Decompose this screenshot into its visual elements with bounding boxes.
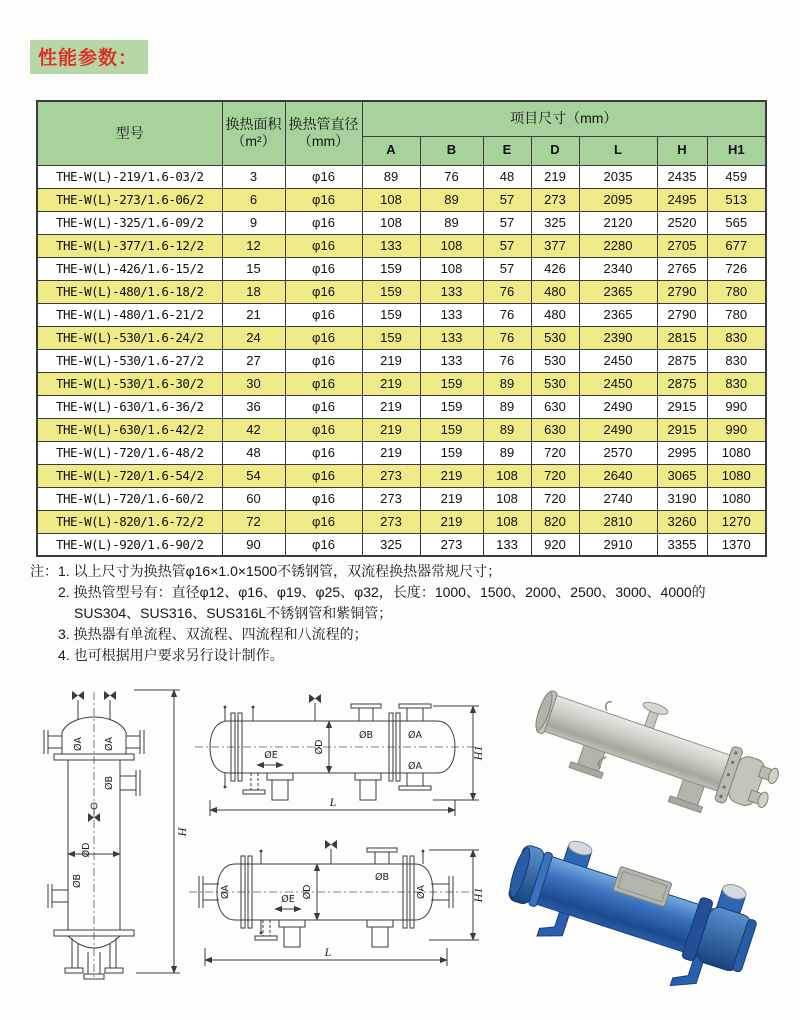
value-cell: 426 (531, 257, 579, 280)
dim-label-d: ØD (302, 884, 313, 900)
value-cell: 2390 (579, 326, 657, 349)
value-cell: 9 (222, 211, 285, 234)
table-row (37, 533, 766, 556)
value-cell: 76 (483, 303, 531, 326)
value-cell: 108 (483, 510, 531, 533)
value-cell: φ16 (285, 372, 362, 395)
value-cell: φ16 (285, 165, 362, 188)
value-cell: 530 (531, 372, 579, 395)
value-cell: 108 (483, 487, 531, 510)
value-cell: 377 (531, 234, 579, 257)
model-cell: THE-W(L)-820/1.6-72/2 (37, 510, 222, 533)
vertical-exchanger-drawing (22, 682, 202, 984)
value-cell: 60 (222, 487, 285, 510)
value-cell: φ16 (285, 234, 362, 257)
value-cell: 159 (362, 280, 420, 303)
value-cell: 720 (531, 464, 579, 487)
value-cell: 89 (362, 165, 420, 188)
value-cell: 3 (222, 165, 285, 188)
value-cell: φ16 (285, 280, 362, 303)
value-cell: 325 (362, 533, 420, 556)
horizontal-exchanger-drawing-top (183, 688, 485, 834)
value-cell: 219 (420, 510, 483, 533)
value-cell: 76 (483, 280, 531, 303)
table-row (37, 326, 766, 349)
table-row (37, 211, 766, 234)
page-title: 性能参数： (30, 40, 148, 74)
horizontal-exchanger-drawing-bottom (183, 836, 485, 986)
value-cell: 76 (483, 349, 531, 372)
value-cell: 89 (483, 441, 531, 464)
value-cell: 2450 (579, 372, 657, 395)
value-cell: 159 (362, 303, 420, 326)
value-cell: 2120 (579, 211, 657, 234)
value-cell: 159 (420, 441, 483, 464)
value-cell: 57 (483, 211, 531, 234)
table-row (37, 257, 766, 280)
value-cell: 48 (483, 165, 531, 188)
value-cell: φ16 (285, 533, 362, 556)
value-cell: φ16 (285, 418, 362, 441)
value-cell: φ16 (285, 349, 362, 372)
value-cell: 273 (531, 188, 579, 211)
value-cell: φ16 (285, 441, 362, 464)
value-cell: 2910 (579, 533, 657, 556)
value-cell: 325 (531, 211, 579, 234)
value-cell: 42 (222, 418, 285, 441)
model-cell: THE-W(L)-920/1.6-90/2 (37, 533, 222, 556)
value-cell: 2790 (657, 303, 707, 326)
value-cell: 133 (420, 280, 483, 303)
value-cell: 2995 (657, 441, 707, 464)
value-cell: 108 (362, 211, 420, 234)
value-cell: φ16 (285, 326, 362, 349)
value-cell: φ16 (285, 510, 362, 533)
model-cell: THE-W(L)-325/1.6-09/2 (37, 211, 222, 234)
value-cell: 2495 (657, 188, 707, 211)
table-row (37, 349, 766, 372)
dim-label-h1: H1 (471, 745, 485, 761)
dim-label-a-right: ØA (416, 885, 427, 899)
value-cell: 90 (222, 533, 285, 556)
value-cell: 89 (483, 395, 531, 418)
value-cell: 1080 (707, 441, 766, 464)
stainless-exchanger-photo (492, 682, 792, 834)
value-cell: 720 (531, 487, 579, 510)
value-cell: 677 (707, 234, 766, 257)
header-dim-h: H (657, 136, 707, 165)
value-cell: 273 (420, 533, 483, 556)
value-cell: 133 (483, 533, 531, 556)
value-cell: 2875 (657, 372, 707, 395)
header-tube-diameter: 换热管直径（mm） (285, 101, 362, 165)
value-cell: 2740 (579, 487, 657, 510)
dim-label-l: L (324, 945, 332, 959)
dim-label-a-left: ØA (220, 885, 231, 899)
value-cell: 1080 (707, 464, 766, 487)
value-cell: 2095 (579, 188, 657, 211)
header-dim-h1: H1 (707, 136, 766, 165)
value-cell: 24 (222, 326, 285, 349)
value-cell: 459 (707, 165, 766, 188)
value-cell: 12 (222, 234, 285, 257)
table-row (37, 165, 766, 188)
value-cell: 54 (222, 464, 285, 487)
value-cell: 48 (222, 441, 285, 464)
value-cell: 159 (362, 326, 420, 349)
value-cell: 108 (362, 188, 420, 211)
value-cell: 530 (531, 326, 579, 349)
value-cell: 57 (483, 257, 531, 280)
value-cell: 3355 (657, 533, 707, 556)
model-cell: THE-W(L)-720/1.6-48/2 (37, 441, 222, 464)
model-cell: THE-W(L)-530/1.6-24/2 (37, 326, 222, 349)
value-cell: 2640 (579, 464, 657, 487)
header-dim-l: L (579, 136, 657, 165)
value-cell: 2365 (579, 303, 657, 326)
value-cell: 780 (707, 303, 766, 326)
value-cell: φ16 (285, 464, 362, 487)
value-cell: 219 (531, 165, 579, 188)
dim-label-b-upper: ØB (104, 776, 115, 790)
note-item-2-cont: SUS304、SUS316、SUS316L不锈钢管和紫铜管； (74, 605, 393, 621)
value-cell: 480 (531, 280, 579, 303)
value-cell: 133 (420, 349, 483, 372)
model-cell: THE-W(L)-530/1.6-27/2 (37, 349, 222, 372)
value-cell: 2790 (657, 280, 707, 303)
table-row (37, 441, 766, 464)
note-item-1: 1. 以上尺寸为换热管φ16×1.0×1500不锈钢管，双流程换热器常规尺寸； (58, 563, 502, 579)
value-cell: 76 (483, 326, 531, 349)
value-cell: 89 (483, 418, 531, 441)
model-cell: THE-W(L)-720/1.6-60/2 (37, 487, 222, 510)
value-cell: 565 (707, 211, 766, 234)
dim-label-h1: H1 (471, 887, 485, 903)
table-row (37, 418, 766, 441)
dim-label-d: ØD (81, 842, 92, 858)
dim-label-d: ØD (314, 739, 325, 755)
model-cell: THE-W(L)-426/1.6-15/2 (37, 257, 222, 280)
value-cell: φ16 (285, 188, 362, 211)
value-cell: 726 (707, 257, 766, 280)
table-row (37, 510, 766, 533)
notes-label: 注： (30, 563, 58, 579)
value-cell: 2915 (657, 418, 707, 441)
dim-label-l: L (329, 795, 337, 809)
table-row (37, 487, 766, 510)
header-dim-e: E (483, 136, 531, 165)
value-cell: 18 (222, 280, 285, 303)
model-cell: THE-W(L)-480/1.6-18/2 (37, 280, 222, 303)
value-cell: 159 (420, 418, 483, 441)
model-cell: THE-W(L)-219/1.6-03/2 (37, 165, 222, 188)
value-cell: 89 (420, 188, 483, 211)
header-dim-d: D (531, 136, 579, 165)
value-cell: 6 (222, 188, 285, 211)
value-cell: 2035 (579, 165, 657, 188)
value-cell: 2705 (657, 234, 707, 257)
value-cell: 2570 (579, 441, 657, 464)
dim-label-e: ØE (281, 894, 295, 905)
dim-label-b: ØB (375, 872, 389, 883)
header-dim-b: B (420, 136, 483, 165)
value-cell: 630 (531, 418, 579, 441)
dim-label-a2: ØA (104, 737, 115, 751)
value-cell: 273 (362, 464, 420, 487)
value-cell: 27 (222, 349, 285, 372)
value-cell: φ16 (285, 257, 362, 280)
dim-label-h: H (175, 827, 189, 837)
value-cell: 159 (362, 257, 420, 280)
model-cell: THE-W(L)-630/1.6-42/2 (37, 418, 222, 441)
header-area: 换热面积（m²） (222, 101, 285, 165)
table-row (37, 372, 766, 395)
model-cell: THE-W(L)-273/1.6-06/2 (37, 188, 222, 211)
value-cell: 133 (420, 303, 483, 326)
table-row (37, 303, 766, 326)
value-cell: 1370 (707, 533, 766, 556)
value-cell: 720 (531, 441, 579, 464)
value-cell: 57 (483, 234, 531, 257)
value-cell: 273 (362, 510, 420, 533)
value-cell: 15 (222, 257, 285, 280)
value-cell: 219 (362, 349, 420, 372)
blue-exchanger-photo (490, 824, 795, 994)
dim-label-a-top: ØA (408, 730, 422, 741)
value-cell: 2280 (579, 234, 657, 257)
notes-block (30, 561, 775, 666)
value-cell: 820 (531, 510, 579, 533)
table-row (37, 280, 766, 303)
value-cell: 480 (531, 303, 579, 326)
value-cell: 2915 (657, 395, 707, 418)
note-item-2: 2. 换热管型号有：直径φ12、φ16、φ19、φ25、φ32，长度：1000、1500、2000、2500、3000、4000的 (58, 584, 706, 600)
value-cell: 2875 (657, 349, 707, 372)
value-cell: 830 (707, 349, 766, 372)
table-row (37, 464, 766, 487)
value-cell: 2490 (579, 418, 657, 441)
value-cell: 1080 (707, 487, 766, 510)
value-cell: 990 (707, 395, 766, 418)
value-cell: 3190 (657, 487, 707, 510)
value-cell: 133 (420, 326, 483, 349)
value-cell: 219 (362, 441, 420, 464)
value-cell: 21 (222, 303, 285, 326)
model-cell: THE-W(L)-530/1.6-30/2 (37, 372, 222, 395)
model-cell: THE-W(L)-377/1.6-12/2 (37, 234, 222, 257)
value-cell: 2450 (579, 349, 657, 372)
value-cell: 30 (222, 372, 285, 395)
value-cell: 108 (483, 464, 531, 487)
spec-table-body (37, 165, 766, 556)
value-cell: 273 (362, 487, 420, 510)
value-cell: 159 (420, 372, 483, 395)
value-cell: 219 (420, 464, 483, 487)
value-cell: 780 (707, 280, 766, 303)
note-item-4: 4. 也可根据用户要求另行设计制作。 (58, 647, 284, 663)
table-row (37, 188, 766, 211)
dim-label-e: ØE (264, 750, 278, 761)
note-item-3: 3. 换热器有单流程、双流程、四流程和八流程的； (58, 626, 368, 642)
value-cell: 2810 (579, 510, 657, 533)
value-cell: φ16 (285, 395, 362, 418)
value-cell: 76 (420, 165, 483, 188)
value-cell: 830 (707, 326, 766, 349)
table-row (37, 395, 766, 418)
value-cell: 89 (420, 211, 483, 234)
value-cell: 2435 (657, 165, 707, 188)
value-cell: 219 (362, 372, 420, 395)
value-cell: 2490 (579, 395, 657, 418)
value-cell: 1270 (707, 510, 766, 533)
value-cell: 830 (707, 372, 766, 395)
spec-table (36, 100, 767, 557)
header-model: 型号 (37, 101, 222, 165)
value-cell: φ16 (285, 487, 362, 510)
model-cell: THE-W(L)-480/1.6-21/2 (37, 303, 222, 326)
value-cell: φ16 (285, 211, 362, 234)
value-cell: 36 (222, 395, 285, 418)
value-cell: 2340 (579, 257, 657, 280)
value-cell: 108 (420, 257, 483, 280)
value-cell: 89 (483, 372, 531, 395)
dim-label-b-lower: ØB (72, 874, 83, 888)
value-cell: 630 (531, 395, 579, 418)
value-cell: 57 (483, 188, 531, 211)
value-cell: 990 (707, 418, 766, 441)
table-row (37, 234, 766, 257)
model-cell: THE-W(L)-720/1.6-54/2 (37, 464, 222, 487)
header-dimensions-group: 项目尺寸（mm） (362, 101, 766, 136)
value-cell: φ16 (285, 303, 362, 326)
value-cell: 2815 (657, 326, 707, 349)
header-dim-a: A (362, 136, 420, 165)
value-cell: 72 (222, 510, 285, 533)
value-cell: 108 (420, 234, 483, 257)
value-cell: 3260 (657, 510, 707, 533)
value-cell: 3065 (657, 464, 707, 487)
model-cell: THE-W(L)-630/1.6-36/2 (37, 395, 222, 418)
value-cell: 920 (531, 533, 579, 556)
value-cell: 2365 (579, 280, 657, 303)
value-cell: 513 (707, 188, 766, 211)
dim-label-a-bottom: ØA (408, 761, 422, 772)
dim-label-a1: ØA (73, 737, 84, 751)
value-cell: 2520 (657, 211, 707, 234)
value-cell: 2765 (657, 257, 707, 280)
value-cell: 530 (531, 349, 579, 372)
value-cell: 219 (362, 418, 420, 441)
dim-label-b: ØB (359, 730, 373, 741)
value-cell: 159 (420, 395, 483, 418)
value-cell: 219 (362, 395, 420, 418)
value-cell: 219 (420, 487, 483, 510)
value-cell: 133 (362, 234, 420, 257)
